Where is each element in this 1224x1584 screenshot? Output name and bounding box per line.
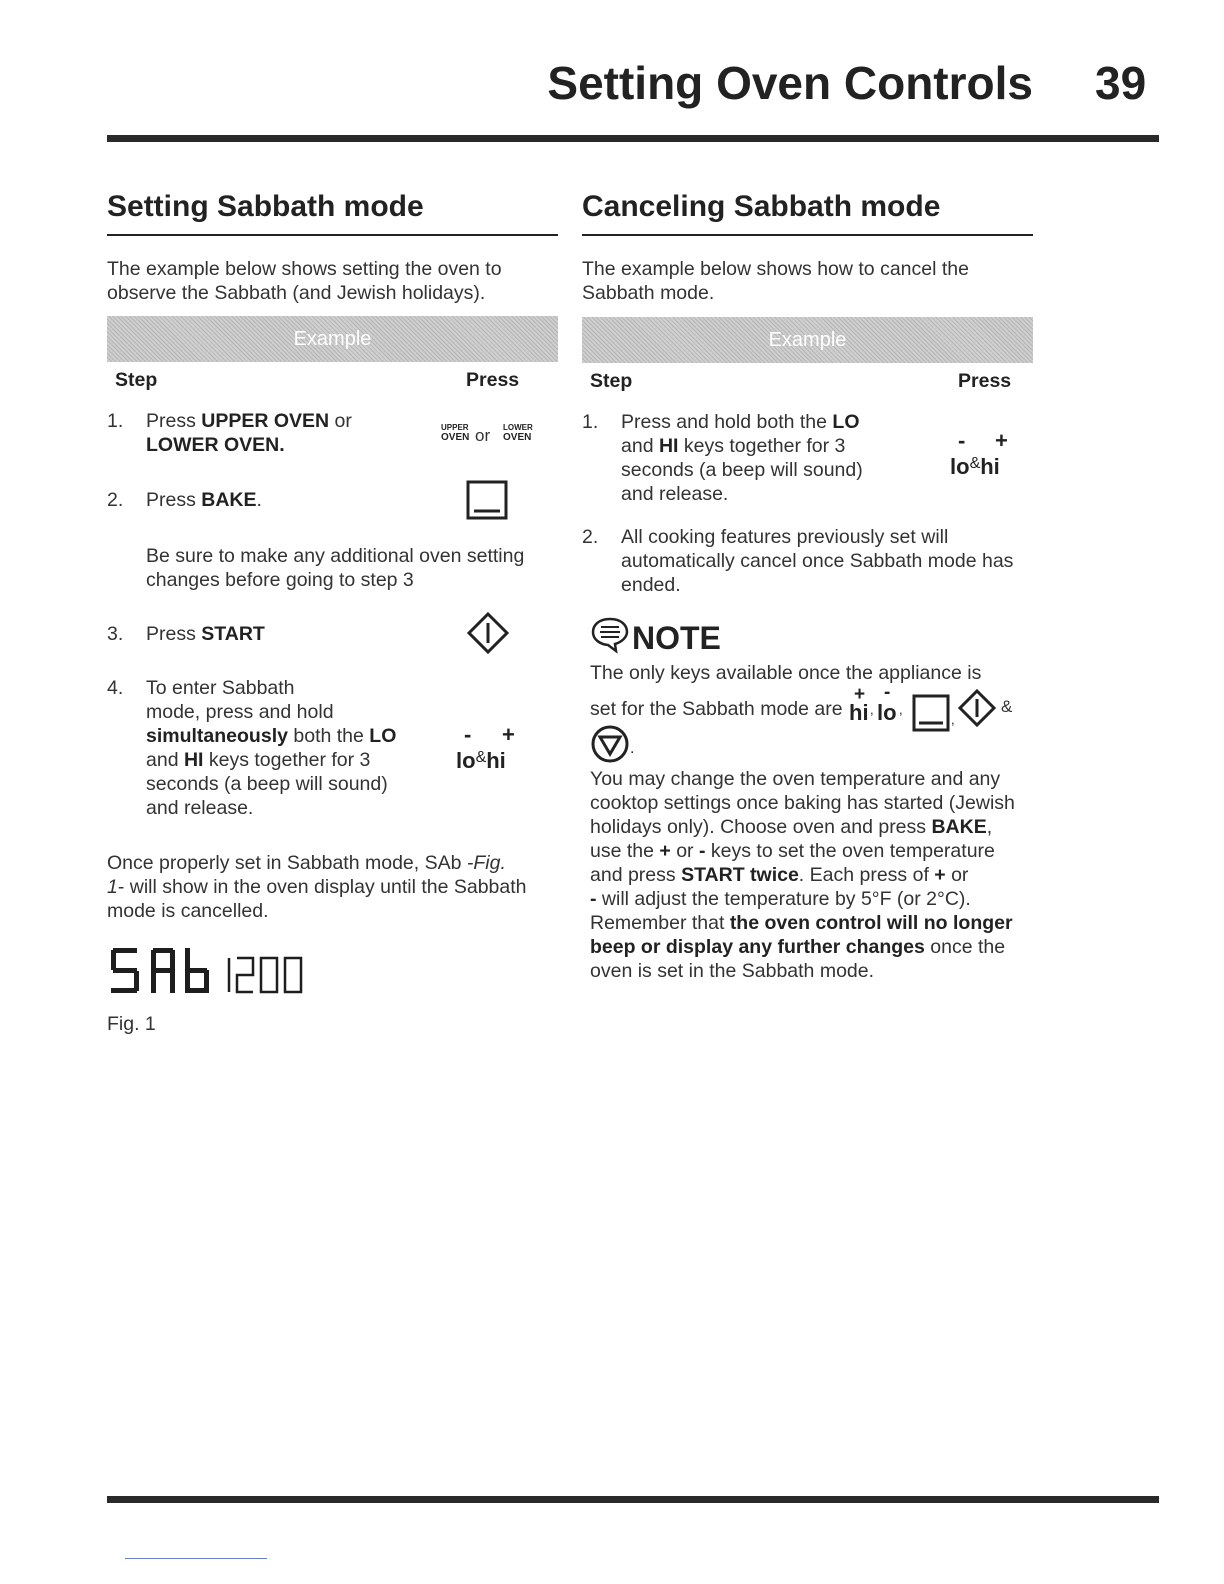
right-step-header: Step	[590, 370, 633, 392]
left-step-3: 3. Press START	[107, 623, 265, 645]
top-divider	[107, 135, 1159, 142]
right-intro: The example below shows how to cancel the Sabbath mode.	[582, 258, 969, 304]
note-comma: ,	[951, 712, 955, 727]
right-lo-hi-keys[interactable]: - + lo&hi	[950, 428, 1008, 479]
page-title: Setting Oven Controls	[547, 57, 1033, 109]
note-paragraph: You may change the oven temperature and any cooktop settings once baking has started (Jewish holidays only). Choose oven and press BAKE, use the + or - keys to set the oven temperature and press START twice. Each press of + or - will adjust the temperature by 5°F (or 2°C). Remember that the oven control will no longer beep or display any further changes once the oven is set in the Sabbath mode.	[590, 768, 1015, 982]
left-press-header: Press	[466, 369, 520, 391]
left-step-header: Step	[115, 369, 158, 391]
note-line-2: set for the Sabbath mode are	[590, 698, 843, 720]
right-step-2: 2. All cooking features previously set will automatically cancel once Sabbath mode has ended.	[582, 526, 1014, 596]
display-mode-readout	[111, 948, 209, 993]
note-ampersand: &	[1001, 697, 1013, 716]
note-period: .	[630, 740, 635, 757]
left-outro: Once properly set in Sabbath mode, SAb -Fig. 1- will show in the oven display until the Sabbath mode is cancelled.	[107, 852, 527, 922]
note-line-1: The only keys available once the appliance is	[590, 662, 982, 684]
canceling-sabbath-title: Canceling Sabbath mode	[582, 190, 941, 223]
right-example-bar: Example	[582, 317, 1033, 363]
right-step-1: 1. Press and hold both the LO and HI keys together for 3 seconds (a beep will sound) and release.	[582, 411, 863, 505]
note-heading: NOTE	[632, 620, 721, 656]
note-bake-icon	[912, 694, 950, 732]
left-step-1: 1. Press UPPER OVEN or LOWER OVEN.	[107, 410, 352, 456]
left-intro: The example below shows setting the oven to observe the Sabbath (and Jewish holidays).	[107, 258, 502, 304]
right-section-divider	[582, 234, 1033, 236]
note-start-icon	[957, 688, 997, 728]
setting-sabbath-title: Setting Sabbath mode	[107, 190, 424, 223]
bottom-divider	[107, 1496, 1159, 1503]
left-example-bar: Example	[107, 316, 558, 362]
note-icon	[590, 616, 630, 654]
start-icon	[466, 611, 510, 655]
left-step-4: 4. To enter Sabbath mode, press and hold simultaneously both the LO and HI keys together for 3 seconds (a beep will sound) and release.	[107, 677, 397, 819]
left-section-divider	[107, 234, 558, 236]
footer-underline	[125, 1558, 267, 1559]
page-number: 39	[1095, 57, 1147, 109]
left-step-note: Be sure to make any additional oven setting changes before going to step 3	[146, 545, 525, 591]
right-press-header: Press	[958, 370, 1012, 392]
note-hi-lo-keys: + - hi , lo ,	[849, 682, 903, 725]
bake-key-icon	[466, 480, 508, 520]
figure-label: Fig. 1	[107, 1013, 156, 1035]
display-time-readout	[229, 958, 301, 992]
bake-key[interactable]	[466, 480, 508, 525]
sabbath-display	[107, 944, 307, 1000]
upper-lower-oven-keys[interactable]: UPPER OVEN or LOWER OVEN	[441, 423, 533, 445]
left-lo-hi-keys[interactable]: - + lo&hi	[456, 722, 515, 773]
left-step-2: 2. Press BAKE.	[107, 489, 262, 511]
start-key[interactable]	[466, 611, 510, 660]
stop-icon	[590, 724, 630, 764]
